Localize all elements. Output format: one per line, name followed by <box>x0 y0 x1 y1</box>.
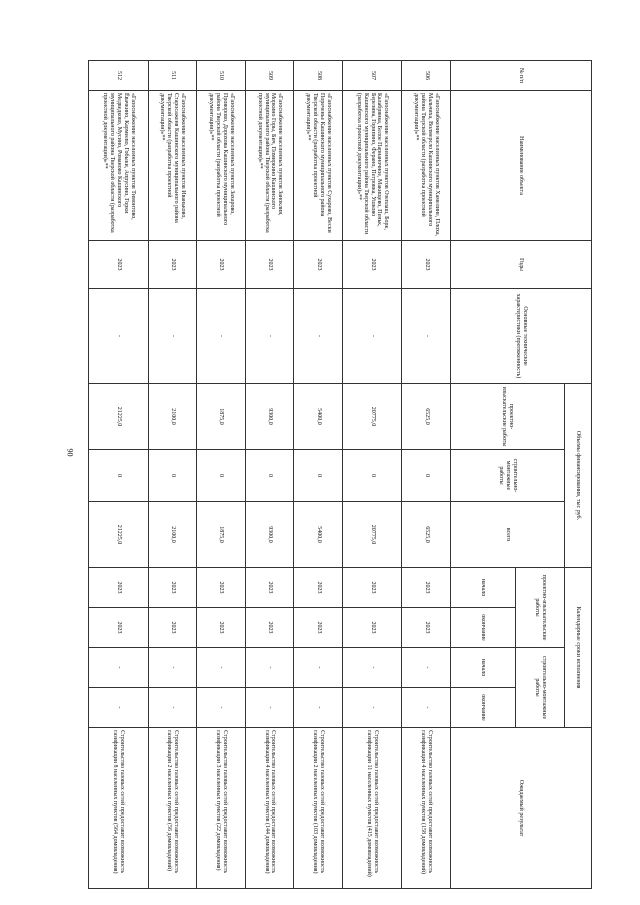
total-cost: 2100,0 <box>148 502 197 568</box>
header-result: Ожидаемый результат <box>451 728 592 889</box>
expected-result: Строительство газовых сетей предоставит возможность газификации 8 населенных пунктов (564 домовладения) <box>89 728 149 889</box>
row-year: 2023 <box>342 241 402 289</box>
header-num: № п/п <box>451 61 592 91</box>
construction-end: - <box>89 688 149 728</box>
row-year: 2023 <box>294 241 343 289</box>
row-num: 509 <box>245 61 294 91</box>
construction-start: - <box>342 648 402 688</box>
construction-cost: 0 <box>89 450 149 502</box>
expected-result: Строительство газовых сетей предоставит возможность газификации 4 населенных пунктов (158 домовладений) <box>402 728 451 889</box>
expected-result: Строительство газовых сетей предоставит возможность газификации 11 населенных пунктов (415 домовладений) <box>342 728 402 889</box>
construction-cost: 0 <box>148 450 197 502</box>
object-name: «Газоснабжение населенных пунктов Тимонтово, Ёвачкино, Кармеево, Гобыки, Апрусино, Горки Медведково, Мусино, Романово Кашинского муниципального района Тверской области (разработка проектной документации)»** <box>89 91 149 241</box>
row-characteristics: - <box>294 289 343 384</box>
row-num: 507 <box>342 61 402 91</box>
table-row <box>89 61 149 889</box>
table-row <box>245 61 294 889</box>
row-year: 2023 <box>402 241 451 289</box>
total-cost: 21225,0 <box>89 502 149 568</box>
expected-result: Строительство газовых сетей предоставит возможность газификации 2 населенных пунктов (103 домовладения) <box>294 728 343 889</box>
header-schedule-design: проектно-изыскательские работы <box>516 568 565 648</box>
design-cost: 21225,0 <box>89 384 149 450</box>
construction-end: - <box>294 688 343 728</box>
object-name: «Газоснабжение населенных пунктов Захарово, Проворово, Дорохова Кашинского муниципального района Тверской области (разработка проектной документации)»** <box>197 91 246 241</box>
total-cost: 1875,0 <box>197 502 246 568</box>
total-cost: 9300,0 <box>245 502 294 568</box>
construction-start: - <box>197 648 246 688</box>
row-num: 512 <box>89 61 149 91</box>
design-end: 2023 <box>89 608 149 648</box>
construction-cost: 0 <box>402 450 451 502</box>
construction-cost: 0 <box>294 450 343 502</box>
row-characteristics: - <box>342 289 402 384</box>
construction-end: - <box>148 688 197 728</box>
design-start: 2023 <box>342 568 402 608</box>
header-finance-group: Объемы финансирования, тыс руб. <box>565 384 592 568</box>
design-end: 2023 <box>148 608 197 648</box>
object-name: «Газоснабжение населенных пунктов Сухарево, Вески Пореченье Кашинского муниципального района Тверской области (разработка проектной документации)»** <box>294 91 343 241</box>
row-year: 2023 <box>197 241 246 289</box>
design-end: 2023 <box>245 608 294 648</box>
table-row <box>148 61 197 889</box>
table-row <box>402 61 451 889</box>
design-start: 2023 <box>245 568 294 608</box>
header-schedule-construction: строительно-монтажные работы <box>516 648 565 728</box>
design-start: 2023 <box>402 568 451 608</box>
header-schedule-group: Календарные сроки исполнения <box>565 568 592 728</box>
row-num: 506 <box>402 61 451 91</box>
table-row <box>342 61 402 889</box>
row-characteristics: - <box>402 289 451 384</box>
header-design-end: окончание <box>451 608 516 648</box>
header-name: Наименование объекта <box>451 91 592 241</box>
expected-result: Строительство газовых сетей предоставит возможность газификации 4 населенных пунктов (144 домовладения) <box>245 728 294 889</box>
design-cost: 5400,0 <box>294 384 343 450</box>
design-cost: 6525,0 <box>402 384 451 450</box>
expected-result: Строительство газовых сетей предоставит возможность газификации 3 населенных пунктов (22 домовладения) <box>197 728 246 889</box>
design-cost: 2100,0 <box>148 384 197 450</box>
design-end: 2023 <box>342 608 402 648</box>
design-start: 2023 <box>89 568 149 608</box>
construction-cost: 0 <box>342 450 402 502</box>
construction-start: - <box>402 648 451 688</box>
construction-start: - <box>294 648 343 688</box>
construction-end: - <box>342 688 402 728</box>
design-cost: 1875,0 <box>197 384 246 450</box>
header-construction-start: начало <box>451 648 516 688</box>
design-start: 2023 <box>148 568 197 608</box>
object-name: «Газоснабжение населенных пунктов Иваньково, Старосаженя Кашинского муниципального района Тверской области (разработка проектной документации)»** <box>148 91 197 241</box>
header-design-works: проектно-изыскательские работы <box>451 384 565 450</box>
construction-end: - <box>402 688 451 728</box>
construction-start: - <box>148 648 197 688</box>
row-characteristics: - <box>197 289 246 384</box>
design-end: 2023 <box>197 608 246 648</box>
expected-result: Строительство газовых сетей предоставит возможность газификации 2 населенных пунктов (56 домовладений) <box>148 728 197 889</box>
row-year: 2023 <box>148 241 197 289</box>
construction-cost: 0 <box>245 450 294 502</box>
page-number: 90 <box>65 448 75 457</box>
total-cost: 6525,0 <box>402 502 451 568</box>
row-num: 510 <box>197 61 246 91</box>
construction-start: - <box>89 648 149 688</box>
construction-end: - <box>245 688 294 728</box>
row-characteristics: - <box>89 289 149 384</box>
total-cost: 20775,0 <box>342 502 402 568</box>
design-cost: 20775,0 <box>342 384 402 450</box>
header-characteristics: Основные технические характеристики (протяженность) <box>451 289 592 384</box>
design-start: 2023 <box>197 568 246 608</box>
table-body <box>89 61 451 889</box>
object-name: «Газоснабжение населенных пунктов Заноклия, Моркино Горы, Бич, Помиркино Кашинского муниципального района Тверской области (разработка проектной документации)»** <box>245 91 294 241</box>
row-characteristics: - <box>148 289 197 384</box>
row-characteristics: - <box>245 289 294 384</box>
object-name: «Газоснабжение населенных пунктов Озеплаш, Борк, Калабрянка, Белое Парнаночное, Макищево, Пеньк, Березина, Горипино, Ферано, Петровка, Ушково Кашинского муниципального района Тверской области (разработка проектной документации)»** <box>342 91 402 241</box>
object-name: «Газоснабжение населенных пунктов Хамелине, Плоха, Мальчиха, Волмерсло Кашинского муниципального района Тверской области (разработка проектной документации)»** <box>402 91 451 241</box>
table-row <box>294 61 343 889</box>
design-end: 2023 <box>402 608 451 648</box>
financing-table <box>88 60 592 889</box>
design-start: 2023 <box>294 568 343 608</box>
row-num: 511 <box>148 61 197 91</box>
header-design-start: начало <box>451 568 516 608</box>
design-cost: 9300,0 <box>245 384 294 450</box>
row-num: 508 <box>294 61 343 91</box>
rotated-table-wrapper <box>88 60 592 888</box>
row-year: 2023 <box>245 241 294 289</box>
header-construction-end: окончание <box>451 688 516 728</box>
construction-start: - <box>245 648 294 688</box>
construction-end: - <box>197 688 246 728</box>
header-total: всего <box>451 502 565 568</box>
table-row <box>197 61 246 889</box>
construction-cost: 0 <box>197 450 246 502</box>
design-end: 2023 <box>294 608 343 648</box>
row-year: 2023 <box>89 241 149 289</box>
header-years: Годы <box>451 241 592 289</box>
header-construction-works: строительно-монтажные работы <box>451 450 565 502</box>
total-cost: 5400,0 <box>294 502 343 568</box>
rotated-page <box>88 60 592 888</box>
